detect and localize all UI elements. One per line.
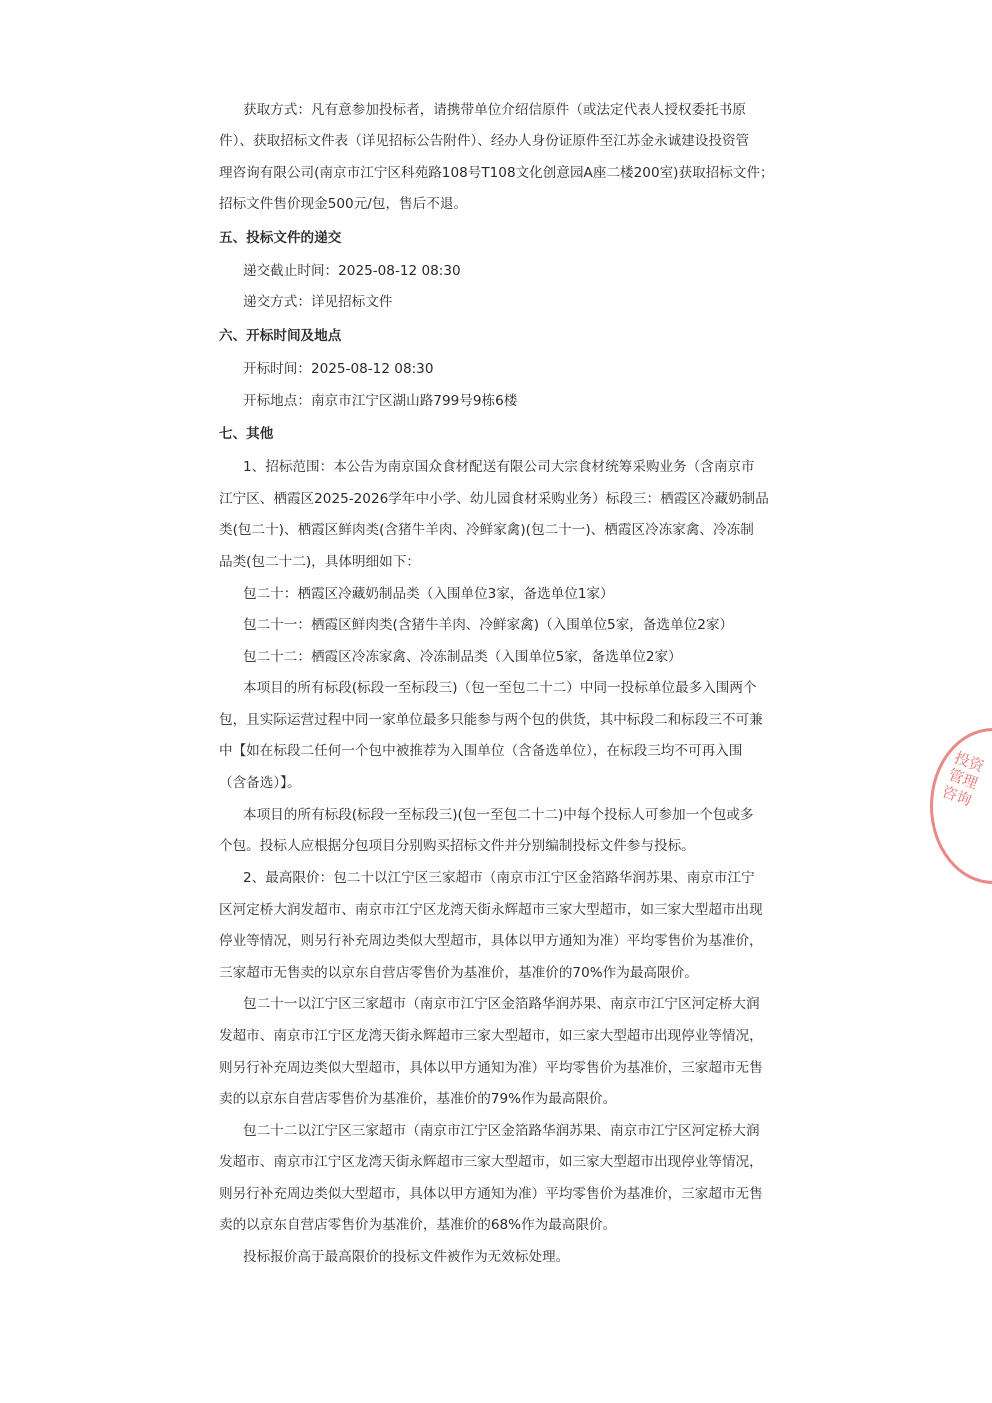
section-heading: 七、其他 — [219, 426, 274, 442]
paragraph-line: 开标时间：2025-08-12 08:30 — [243, 361, 434, 377]
paragraph-line: 包二十二：栖霞区冷冻家禽、冷冻制品类（入围单位5家，备选单位2家） — [243, 649, 682, 665]
paragraph-line: 获取方式：凡有意参加投标者，请携带单位介绍信原件（或法定代表人授权委托书原 — [243, 102, 746, 118]
paragraph-line: 卖的以京东自营店零售价为基准价，基准价的68%作为最高限价。 — [219, 1217, 617, 1233]
paragraph-line: 包二十一以江宁区三家超市（南京市江宁区金箔路华润苏果、南京市江宁区河定桥大润 — [243, 996, 760, 1012]
paragraph-line: 件）、获取招标文件表（详见招标公告附件）、经办人身份证原件至江苏金永诚建设投资管 — [219, 133, 750, 149]
paragraph-line: 包二十二以江宁区三家超市（南京市江宁区金箔路华润苏果、南京市江宁区河定桥大润 — [243, 1123, 760, 1139]
paragraph-line: 投标报价高于最高限价的投标文件被作为无效标处理。 — [243, 1249, 570, 1265]
paragraph-line: 递交截止时间：2025-08-12 08:30 — [243, 263, 461, 279]
paragraph-line: 则另行补充周边类似大型超市，具体以甲方通知为准）平均零售价为基准价，三家超市无售 — [219, 1060, 763, 1076]
paragraph-line: 江宁区、栖霞区2025-2026学年中小学、幼儿园食材采购业务）标段三：栖霞区冷藏奶制品 — [219, 491, 769, 507]
paragraph-line: 发超市、南京市江宁区龙湾天街永辉超市三家大型超市，如三家大型超市出现停业等情况， — [219, 1028, 763, 1044]
paragraph-line: 则另行补充周边类似大型超市，具体以甲方通知为准）平均零售价为基准价，三家超市无售 — [219, 1186, 763, 1202]
paragraph-line: 中【如在标段二任何一个包中被推荐为入围单位（含备选单位），在标段三均不可再入围 — [219, 743, 743, 759]
paragraph-line: 三家超市无售卖的以京东自营店零售价为基准价，基准价的70%作为最高限价。 — [219, 965, 698, 981]
paragraph-line: 品类(包二十二)，具体明细如下： — [219, 554, 420, 570]
paragraph-line: 2、最高限价：包二十以江宁区三家超市（南京市江宁区金箔路华润苏果、南京市江宁 — [243, 870, 755, 886]
paragraph-line: 区河定桥大润发超市、南京市江宁区龙湾天街永辉超市三家大型超市，如三家大型超市出现 — [219, 902, 763, 918]
paragraph-line: 本项目的所有标段(标段一至标段三)（包一至包二十二）中同一投标单位最多入围两个 — [243, 680, 757, 696]
paragraph-line: 停业等情况，则另行补充周边类似大型超市，具体以甲方通知为准）平均零售价为基准价， — [219, 933, 763, 949]
paragraph-line: 本项目的所有标段(标段一至标段三)(包一至包二十二)中每个投标人可参加一个包或多 — [243, 807, 754, 823]
section-heading: 五、投标文件的递交 — [219, 230, 342, 246]
paragraph-line: 包二十：栖霞区冷藏奶制品类（入围单位3家，备选单位1家） — [243, 586, 614, 602]
paragraph-line: 发超市、南京市江宁区龙湾天街永辉超市三家大型超市，如三家大型超市出现停业等情况， — [219, 1154, 763, 1170]
paragraph-line: 开标地点：南京市江宁区湖山路799号9栋6楼 — [243, 393, 518, 409]
paragraph-line: 卖的以京东自营店零售价为基准价，基准价的79%作为最高限价。 — [219, 1091, 617, 1107]
paragraph-line: 类(包二十)、栖霞区鲜肉类(含猪牛羊肉、冷鲜家禽)(包二十一)、栖霞区冷冻家禽、冷冻制 — [219, 522, 754, 538]
paragraph-line: （含备选）】。 — [219, 775, 301, 791]
paragraph-line: 包，且实际运营过程中同一家单位最多只能参与两个包的供货，其中标段二和标段三不可兼 — [219, 712, 763, 728]
paragraph-line: 理咨询有限公司(南京市江宁区科苑路108号T108文化创意园A座二楼200室)获取招标文件； — [219, 165, 774, 181]
paragraph-line: 招标文件售价现金500元/包，售后不退。 — [219, 196, 468, 212]
paragraph-line: 1、招标范围：本公告为南京国众食材配送有限公司大宗食材统筹采购业务（含南京市 — [243, 459, 755, 475]
paragraph-line: 递交方式：详见招标文件 — [243, 294, 393, 310]
official-seal-text: 投资管理咨询 — [939, 748, 987, 810]
paragraph-line: 个包。投标人应根据分包项目分别购买招标文件并分别编制投标文件参与投标。 — [219, 838, 695, 854]
paragraph-line: 包二十一：栖霞区鲜肉类(含猪牛羊肉、冷鲜家禽)（入围单位5家，备选单位2家） — [243, 617, 734, 633]
section-heading: 六、开标时间及地点 — [219, 328, 342, 344]
